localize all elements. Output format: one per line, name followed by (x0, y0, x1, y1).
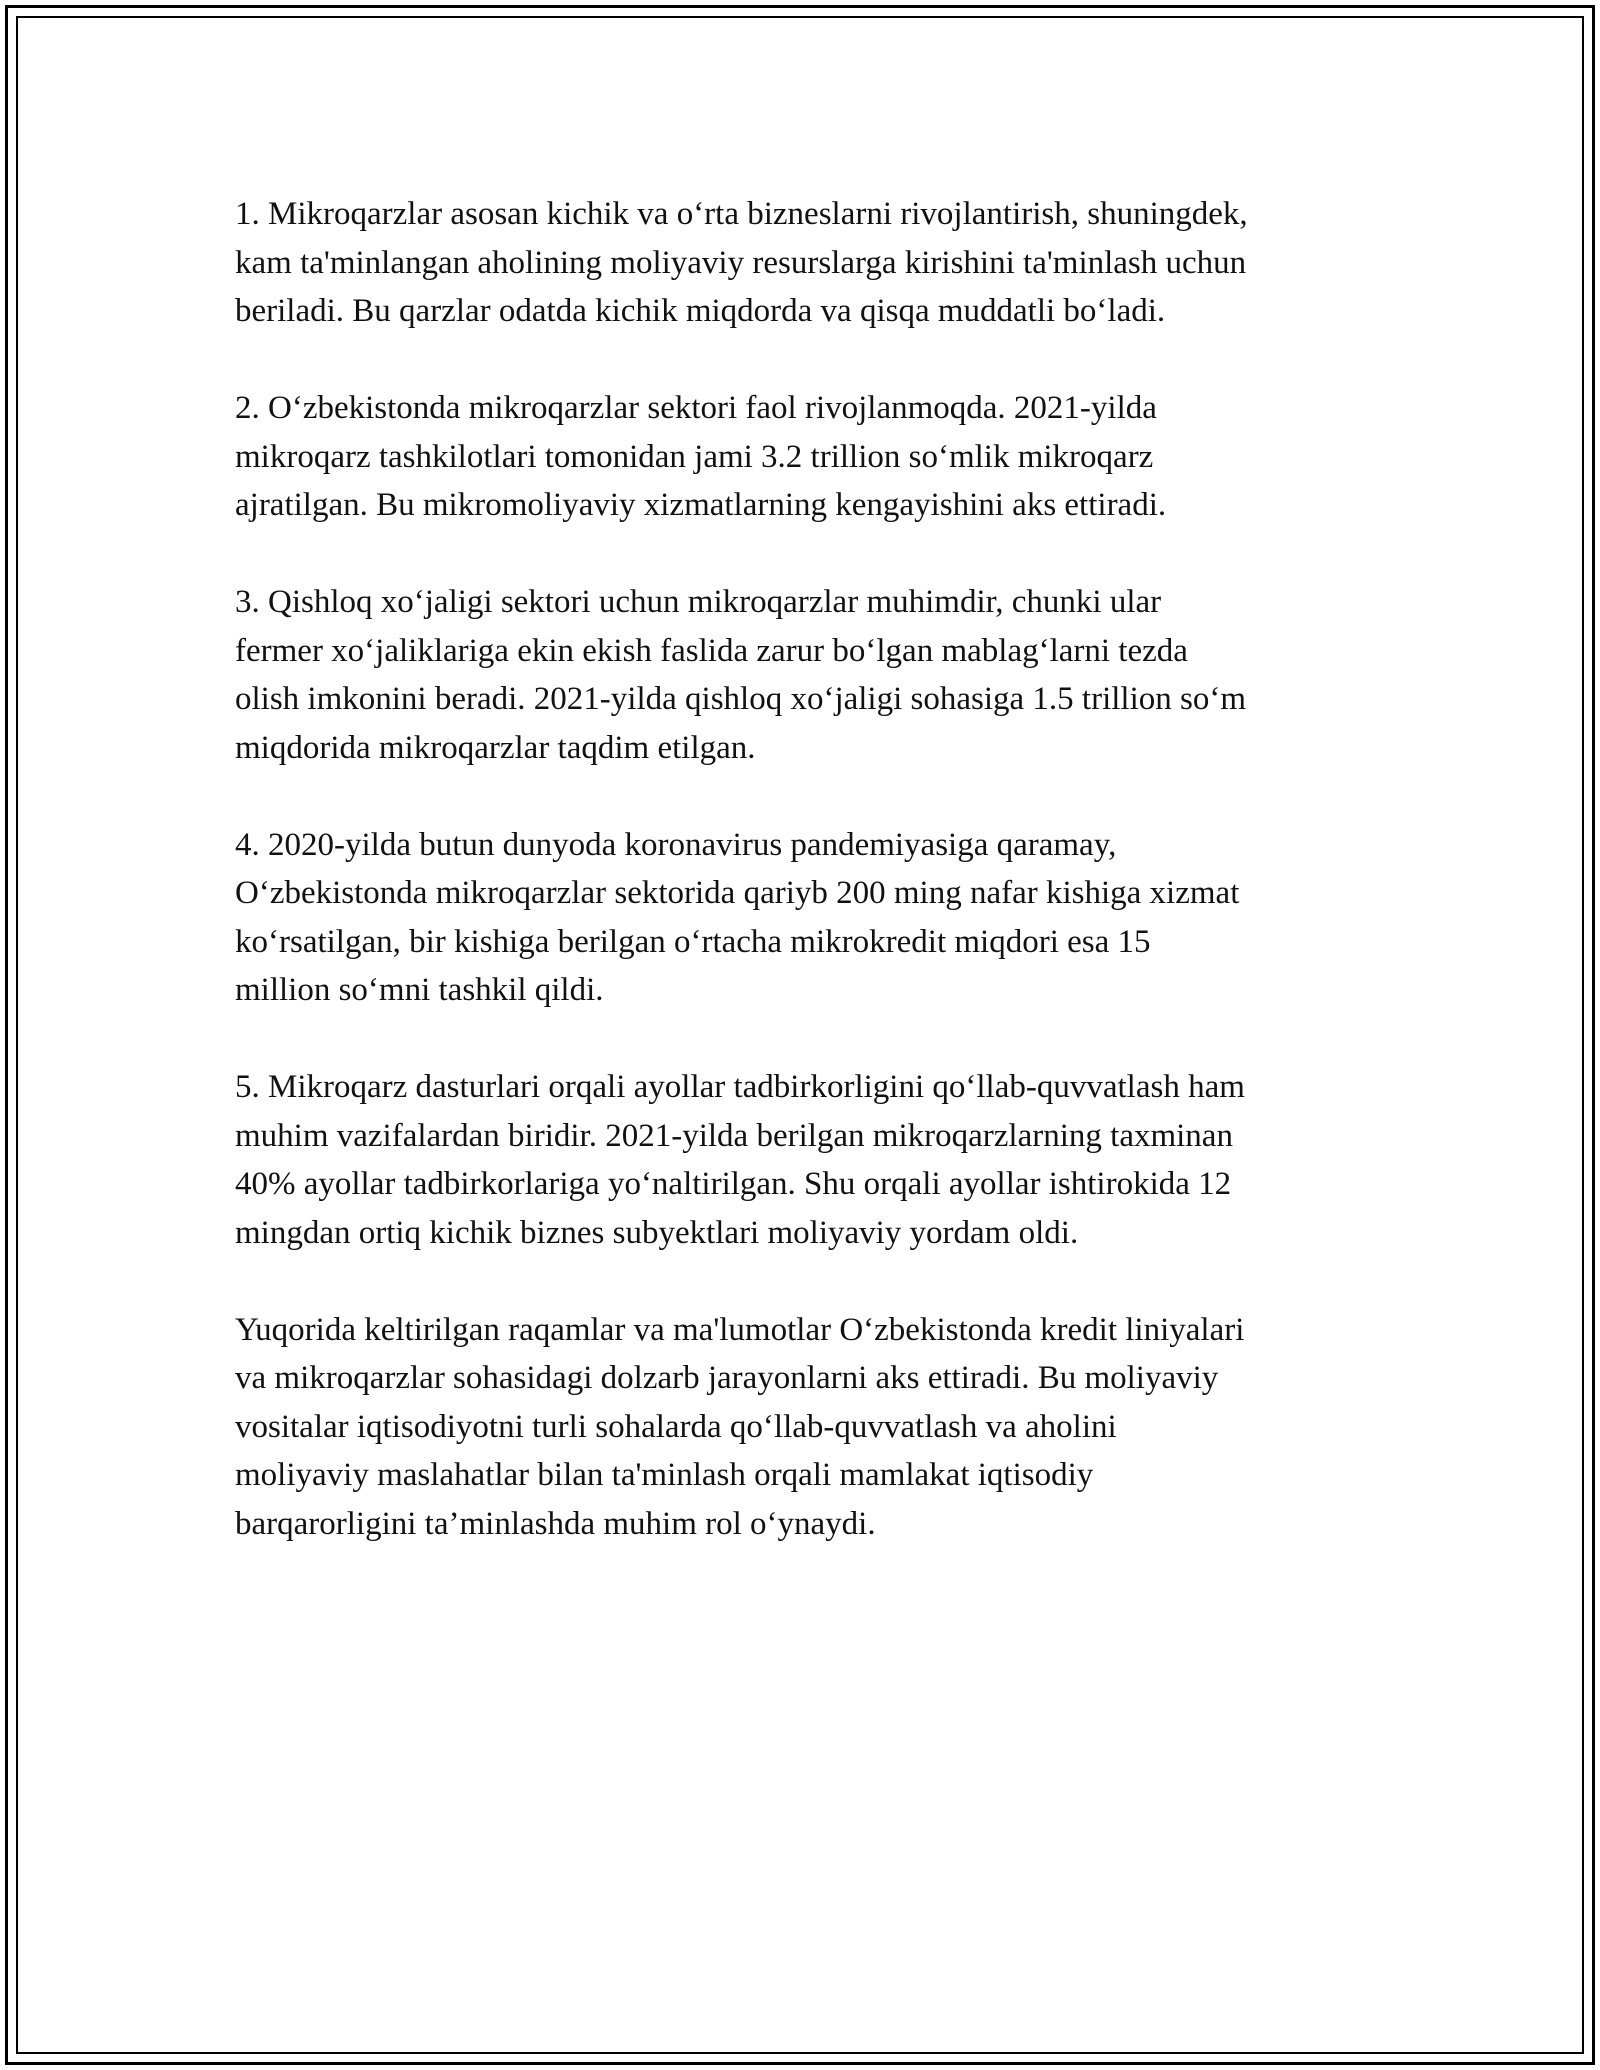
paragraph-2: 2. O‘zbekistonda mikroqarzlar sektori faol rivojlanmoqda. 2021-yilda mikroqarz tashkilotlari tomonidan jami 3.2 trillion so‘mlik mikroqarz ajratilgan. Bu mikromoliyaviy xizmatlarning kengayishini aks ettiradi. (235, 390, 1167, 523)
paragraph-conclusion: Yuqorida keltirilgan raqamlar va ma'lumotlar O‘zbekistonda kredit liniyalari va mikroqarzlar sohasidagi dolzarb jarayonlarni aks ettiradi. Bu moliyaviy vositalar iqtisodiyotni turli sohalarda qo‘llab-quvvatlash va aholini moliyaviy maslahatlar bilan ta'minlash orqali mamlakat iqtisodiy barqarorligini ta’minlashda muhim rol o‘ynaydi. (235, 1311, 1245, 1542)
paragraph-4: 4. 2020-yilda butun dunyoda koronavirus pandemiyasiga qaramay, O‘zbekistonda mikroqarzlar sektorida qariyb 200 ming nafar kishiga xizmat ko‘rsatilgan, bir kishiga berilgan o‘rtacha mikrokredit miqdori esa 15 million so‘mni tashkil qildi. (235, 826, 1240, 1008)
document-body (235, 190, 1375, 1597)
paragraph-1: 1. Mikroqarzlar asosan kichik va o‘rta bizneslarni rivojlantirish, shuningdek, kam ta'minlangan aholining moliyaviy resurslarga kirishini ta'minlash uchun beriladi. Bu qarzlar odatda kichik miqdorda va qisqa muddatli bo‘ladi. (235, 196, 1248, 329)
paragraph-5: 5. Mikroqarz dasturlari orqali ayollar tadbirkorligini qo‘llab-quvvatlash ham muhim vazifalardan biridir. 2021-yilda berilgan mikroqarzlarning taxminan 40% ayollar tadbirkorlariga yo‘naltirilgan. Shu orqali ayollar ishtirokida 12 mingdan ortiq kichik biznes subyektlari moliyaviy yordam oldi. (235, 1069, 1245, 1251)
paragraph-3: 3. Qishloq xo‘jaligi sektori uchun mikroqarzlar muhimdir, chunki ular fermer xo‘jaliklariga ekin ekish faslida zarur bo‘lgan mablag‘larni tezda olish imkonini beradi. 2021-yilda qishloq xo‘jaligi sohasiga 1.5 trillion so‘m miqdorida mikroqarzlar taqdim etilgan. (235, 584, 1246, 766)
